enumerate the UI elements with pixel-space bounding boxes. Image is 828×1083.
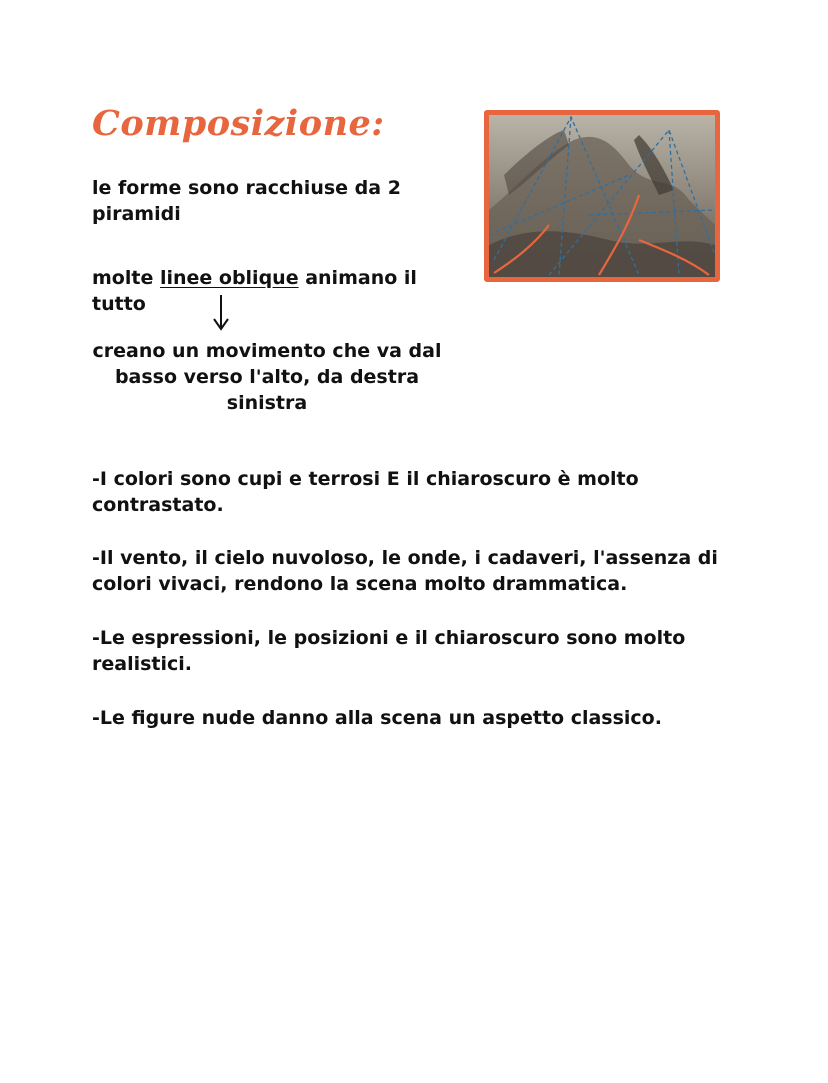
arrow-down-icon (209, 293, 233, 333)
paragraph-drama: -Il vento, il cielo nuvoloso, le onde, i cadaveri, l'assenza di colori vivaci, rendono la scena molto drammatica. (92, 547, 718, 595)
oblique-lines-prefix: molte (92, 267, 160, 289)
paragraph-realism: -Le espressioni, le posizioni e il chiaroscuro sono molto realistici. (92, 627, 686, 675)
oblique-lines-suffix: animano il tutto (92, 267, 417, 315)
oblique-lines-note (92, 265, 452, 317)
page-title: Composizione: (92, 103, 385, 144)
paragraph-colors: -I colori sono cupi e terrosi E il chiaroscuro è molto contrastato. (92, 468, 639, 516)
paragraph-classic: -Le figure nude danno alla scena un aspetto classico. (92, 707, 662, 729)
oblique-lines-keyword: linee oblique (159, 267, 299, 289)
painting-sketch (489, 115, 715, 277)
movement-note: creano un movimento che va dal basso verso l'alto, da destra sinistra (92, 340, 442, 414)
painting-analysis-image (484, 110, 720, 282)
forms-note: le forme sono racchiuse da 2 piramidi (92, 177, 401, 225)
